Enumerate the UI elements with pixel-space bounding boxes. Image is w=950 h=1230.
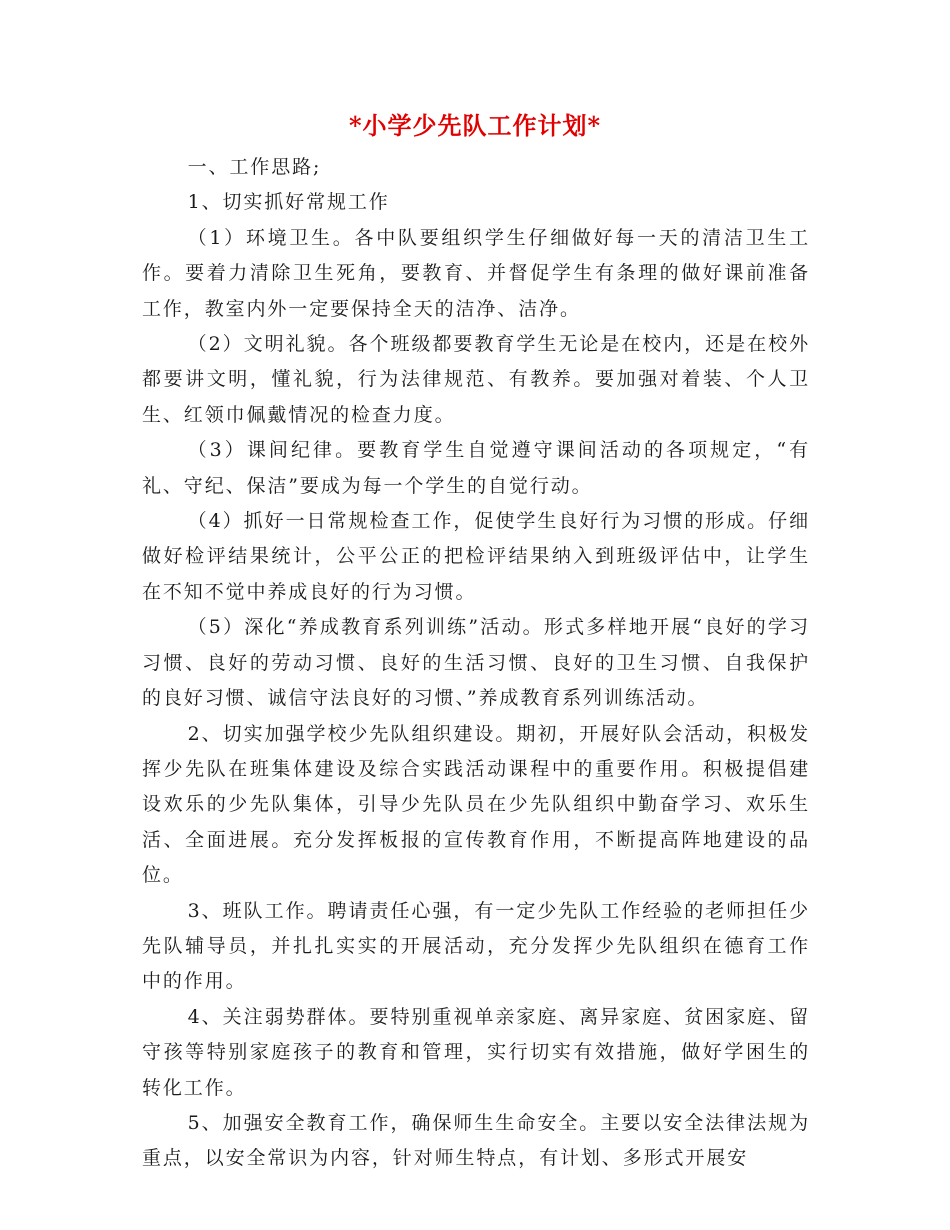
paragraph-civility: （2）文明礼貌。各个班级都要教育学生无论是在校内，还是在校外都要讲文明，懂礼貌，行为法律规范、有教养。要加强对着装、个人卫生、红领巾佩戴情况的检查力度。 xyxy=(142,333,810,426)
paragraph-section-heading: 一、工作思路; xyxy=(187,156,322,178)
document-body xyxy=(142,150,810,1177)
paragraph-organization-building: 2、切实加强学校少先队组织建设。期初，开展好队会活动，积极发挥少先队在班集体建设及综合实践活动课程中的重要作用。积极提倡建设欢乐的少先队集体，引导少先队员在少先队组织中勤奋学习、欢乐生活、全面进展。充分发挥板报的宣传教育作用，不断提高阵地建设的品位。 xyxy=(142,722,810,887)
paragraph-safety-education: 5、加强安全教育工作，确保师生生命安全。主要以安全法律法规为重点，以安全常识为内容，针对师生特点，有计划、多形式开展安 xyxy=(142,1111,810,1170)
paragraph-habit-training: （5）深化“养成教育系列训练”活动。形式多样地开展“良好的学习习惯、良好的劳动习惯、良好的生活习惯、良好的卫生习惯、自我保护的良好习惯、诚信守法良好的习惯、”养成教育系列训练活动。 xyxy=(142,616,810,710)
paragraph-break-discipline: （3）课间纪律。要教育学生自觉遵守课间活动的各项规定，“有礼、守纪、保洁”要成为每一个学生的自觉行动。 xyxy=(142,439,810,497)
paragraph-daily-inspection: （4）抓好一日常规检查工作，促使学生良好行为习惯的形成。仔细做好检评结果统计，公平公正的把检评结果纳入到班级评估中，让学生在不知不觉中养成良好的行为习惯。 xyxy=(142,510,810,603)
paragraph-class-team-work: 3、班队工作。聘请责任心强，有一定少先队工作经验的老师担任少先队辅导员，并扎扎实实的开展活动，充分发挥少先队组织在德育工作中的作用。 xyxy=(142,899,810,993)
document-title: *小学少先队工作计划* xyxy=(348,111,602,140)
paragraph-environment-hygiene: （1）环境卫生。各中队要组织学生仔细做好每一天的清洁卫生工作。要着力清除卫生死角，要教育、并督促学生有条理的做好课前准备工作，教室内外一定要保持全天的洁净、洁净。 xyxy=(142,226,810,320)
paragraph-vulnerable-groups: 4、关注弱势群体。要特别重视单亲家庭、离异家庭、贫困家庭、留守孩等特别家庭孩子的教育和管理，实行切实有效措施，做好学困生的转化工作。 xyxy=(142,1005,810,1099)
paragraph-item-1-heading: 1、切实抓好常规工作 xyxy=(187,191,390,214)
